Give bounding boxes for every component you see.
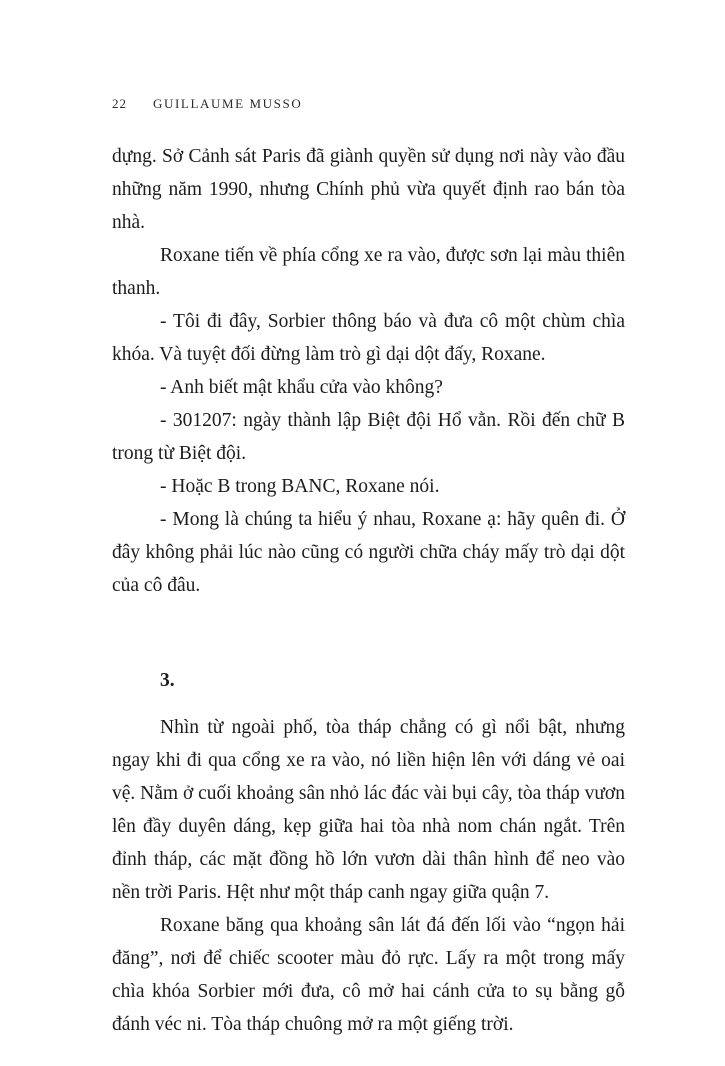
dialogue-line: - Hoặc B trong BANC, Roxane nói.: [160, 476, 440, 497]
paragraph: Nhìn từ ngoài phố, tòa tháp chẳng có gì nổi bật, nhưng ngay khi đi qua cổng xe ra vào, nó liền hiện lên với dáng vẻ oai vệ. Nằm ở cuối khoảng sân nhỏ lác đác vài bụi cây, tòa tháp vươn lên đầy duyên dáng, kẹp giữa hai tòa nhà nom chán ngắt. Trên đỉnh tháp, các mặt đồng hồ lớn vươn dài thân hình để neo vào nền trời Paris. Hệt như một tháp canh ngay giữa quận 7.: [112, 717, 625, 903]
dialogue-line: - Anh biết mật khẩu cửa vào không?: [160, 377, 443, 398]
dialogue-line: - Tôi đi đây, Sorbier thông báo và đưa cô một chùm chìa khóa. Và tuyệt đối đừng làm trò gì dại dột đấy, Roxane.: [112, 311, 625, 365]
dialogue-line: - Mong là chúng ta hiểu ý nhau, Roxane ạ: hãy quên đi. Ở đây không phải lúc nào cũng có người chữa cháy mấy trò dại dột của cô đâu.: [112, 509, 625, 596]
page-body: [112, 140, 625, 1041]
dialogue-line: - 301207: ngày thành lập Biệt đội Hổ vằn. Rồi đến chữ B trong từ Biệt đội.: [112, 410, 625, 464]
section-heading: 3.: [160, 670, 175, 691]
paragraph: Roxane tiến về phía cổng xe ra vào, được sơn lại màu thiên thanh.: [112, 245, 625, 299]
page-number: 22: [112, 96, 127, 111]
running-header: [112, 96, 625, 112]
paragraph: Roxane băng qua khoảng sân lát đá đến lối vào “ngọn hải đăng”, nơi để chiếc scooter màu đỏ rực. Lấy ra một trong mấy chìa khóa Sorbier mới đưa, cô mở hai cánh cửa to sụ bằng gỗ đánh véc ni. Tòa tháp chuông mở ra một giếng trời.: [112, 915, 625, 1035]
running-head-author: GUILLAUME MUSSO: [153, 96, 303, 111]
paragraph: dựng. Sở Cảnh sát Paris đã giành quyền sử dụng nơi này vào đầu những năm 1990, nhưng Chính phủ vừa quyết định rao bán tòa nhà.: [112, 146, 625, 233]
